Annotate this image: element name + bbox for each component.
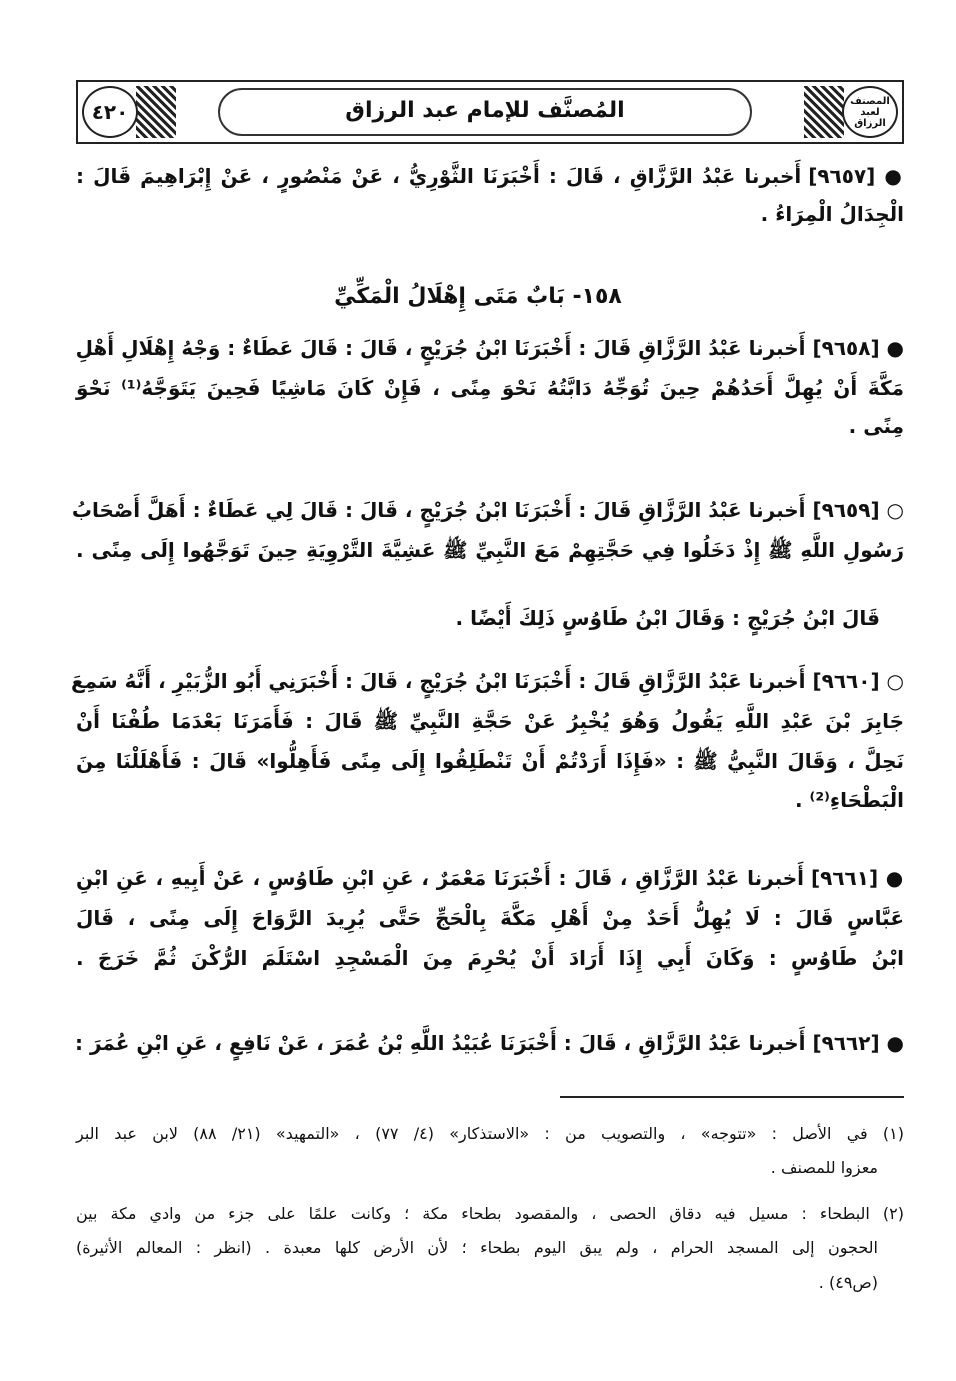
hadith-line: رَسُولِ اللَّهِ ﷺ إِذْ دَخَلُوا فِي حَجَّتِهِمْ مَعَ النَّبِيِّ ﷺ عَشِيَّةَ التَّرْوِيَةِ حِينَ تَوَجَّهُوا إِلَى مِنًى .	[76, 538, 904, 562]
book-logo: المصنف لعبد الرزاق	[842, 86, 898, 138]
ornament	[804, 86, 844, 138]
footnote-line: معزوا للمصنف .	[770, 1158, 878, 1177]
title-frame	[218, 88, 752, 136]
hadith-line: ● [٩٦٥٧] أَخبرنا عَبْدُ الرَّزَّاقِ ، قَالَ : أَخْبَرَنَا الثَّوْرِيُّ ، عَنْ مَنْصُورٍ ، عَنْ إِبْرَاهِيمَ قَالَ :	[76, 164, 904, 188]
hadith-line: نَحِلَّ ، وَقَالَ النَّبِيُّ ﷺ : «فَإِذَا أَرَدْتُمْ أَنْ تَنْطَلِقُوا إِلَى مِنًى فَأَهِلُّوا» قَالَ : فَأَهْلَلْنَا مِنَ	[76, 749, 904, 773]
footnote-line: الحجون إلى المسجد الحرام ، ولم يبق اليوم بطحاء ؛ لأن الأرض كلها معبدة . (انظر : المعالم الأثيرة)	[76, 1238, 878, 1257]
footnote-line: (١) في الأصل : «تتوجه» ، والتصويب من : «الاستذكار» (٤/ ٧٧) ، «التمهيد» (٢١/ ٨٨) لابن عبد البر	[76, 1124, 905, 1143]
hadith-line: عَبَّاسٍ قَالَ : لَا يُهِلُّ أَحَدٌ مِنْ أَهْلِ مَكَّةَ بِالْحَجِّ حَتَّى يُرِيدَ الرَّوَاحَ إِلَى مِنًى ، قَالَ	[76, 906, 904, 930]
hadith-line: ابْنُ طَاوُسٍ : وَكَانَ أَبِي إِذَا أَرَادَ أَنْ يُحْرِمَ مِنَ الْمَسْجِدِ اسْتَلَمَ الرُّكْنَ ثُمَّ خَرَجَ .	[76, 946, 904, 970]
chapter-heading: ١٥٨- بَابٌ مَتَى إِهْلَالُ الْمَكِّيِّ	[334, 284, 622, 309]
footnote-separator	[560, 1096, 904, 1098]
hadith-line: مِنًى .	[848, 414, 904, 438]
running-header	[76, 80, 904, 144]
hadith-line: الْبَطْحَاءِ⁽²⁾ .	[794, 788, 904, 812]
footnote-line: (ص٤٩) .	[818, 1273, 878, 1292]
hadith-line: ● [٩٦٦١] أَخبرنا عَبْدُ الرَّزَّاقِ ، قَالَ : أَخْبَرَنَا مَعْمَرٌ ، عَنِ ابْنِ طَاوُسٍ ، عَنْ أَبِيهِ ، عَنِ ابْنِ	[76, 866, 904, 890]
running-title: المُصنَّف للإمام عبد الرزاق	[345, 98, 625, 123]
hadith-line: جَابِرَ بْنَ عَبْدِ اللَّهِ يَقُولُ وَهُوَ يُخْبِرُ عَنْ حَجَّةِ النَّبِيِّ ﷺ قَالَ : فَأَمَرَنَا بَعْدَمَا طُفْنَا أَنْ	[76, 709, 904, 733]
hadith-line: ● [٩٦٦٢] أَخبرنا عَبْدُ الرَّزَّاقِ ، قَالَ : أَخْبَرَنَا عُبَيْدُ اللَّهِ بْنُ عُمَرَ ، عَنْ نَافِعٍ ، عَنِ ابْنِ عُمَرَ :	[75, 1031, 904, 1055]
ornament	[136, 86, 176, 138]
hadith-line: ○ [٩٦٥٩] أَخبرنا عَبْدُ الرَّزَّاقِ قَالَ : أَخْبَرَنَا ابْنُ جُرَيْجٍ ، قَالَ : قَالَ لِي عَطَاءٌ : أَهَلَّ أَصْحَابُ	[71, 498, 904, 522]
hadith-line: مَكَّةَ أَنْ يُهِلَّ أَحَدُهُمْ حِينَ تُوَجِّهُ دَابَّتُهُ نَحْوَ مِنًى ، فَإِنْ كَانَ مَاشِيًا فَحِينَ يَتَوَجَّهُ⁽¹⁾ نَحْوَ	[76, 376, 904, 400]
page-number: ٤٢٠	[82, 86, 138, 138]
footnote-line: (٢) البطحاء : مسيل فيه دقاق الحصى ، والمقصود بطحاء مكة ؛ وكانت علمًا على جزء من وادي مكة بين	[76, 1204, 904, 1223]
hadith-line: ● [٩٦٥٨] أَخبرنا عَبْدُ الرَّزَّاقِ قَالَ : أَخْبَرَنَا ابْنُ جُرَيْجٍ ، قَالَ : قَالَ عَطَاءٌ : وَجْهُ إِهْلَالِ أَهْلِ	[75, 336, 904, 360]
hadith-line: قَالَ ابْنُ جُرَيْجٍ : وَقَالَ ابْنُ طَاوُسٍ ذَلِكَ أَيْضًا .	[455, 606, 880, 630]
hadith-line: الْجِدَالُ الْمِرَاءُ .	[760, 202, 904, 226]
hadith-line: ○ [٩٦٦٠] أَخبرنا عَبْدُ الرَّزَّاقِ قَالَ : أَخْبَرَنَا ابْنُ جُرَيْجٍ ، قَالَ : أَخْبَرَنِي أَبُو الزُّبَيْرِ ، أَنَّهُ سَمِعَ	[70, 669, 904, 693]
